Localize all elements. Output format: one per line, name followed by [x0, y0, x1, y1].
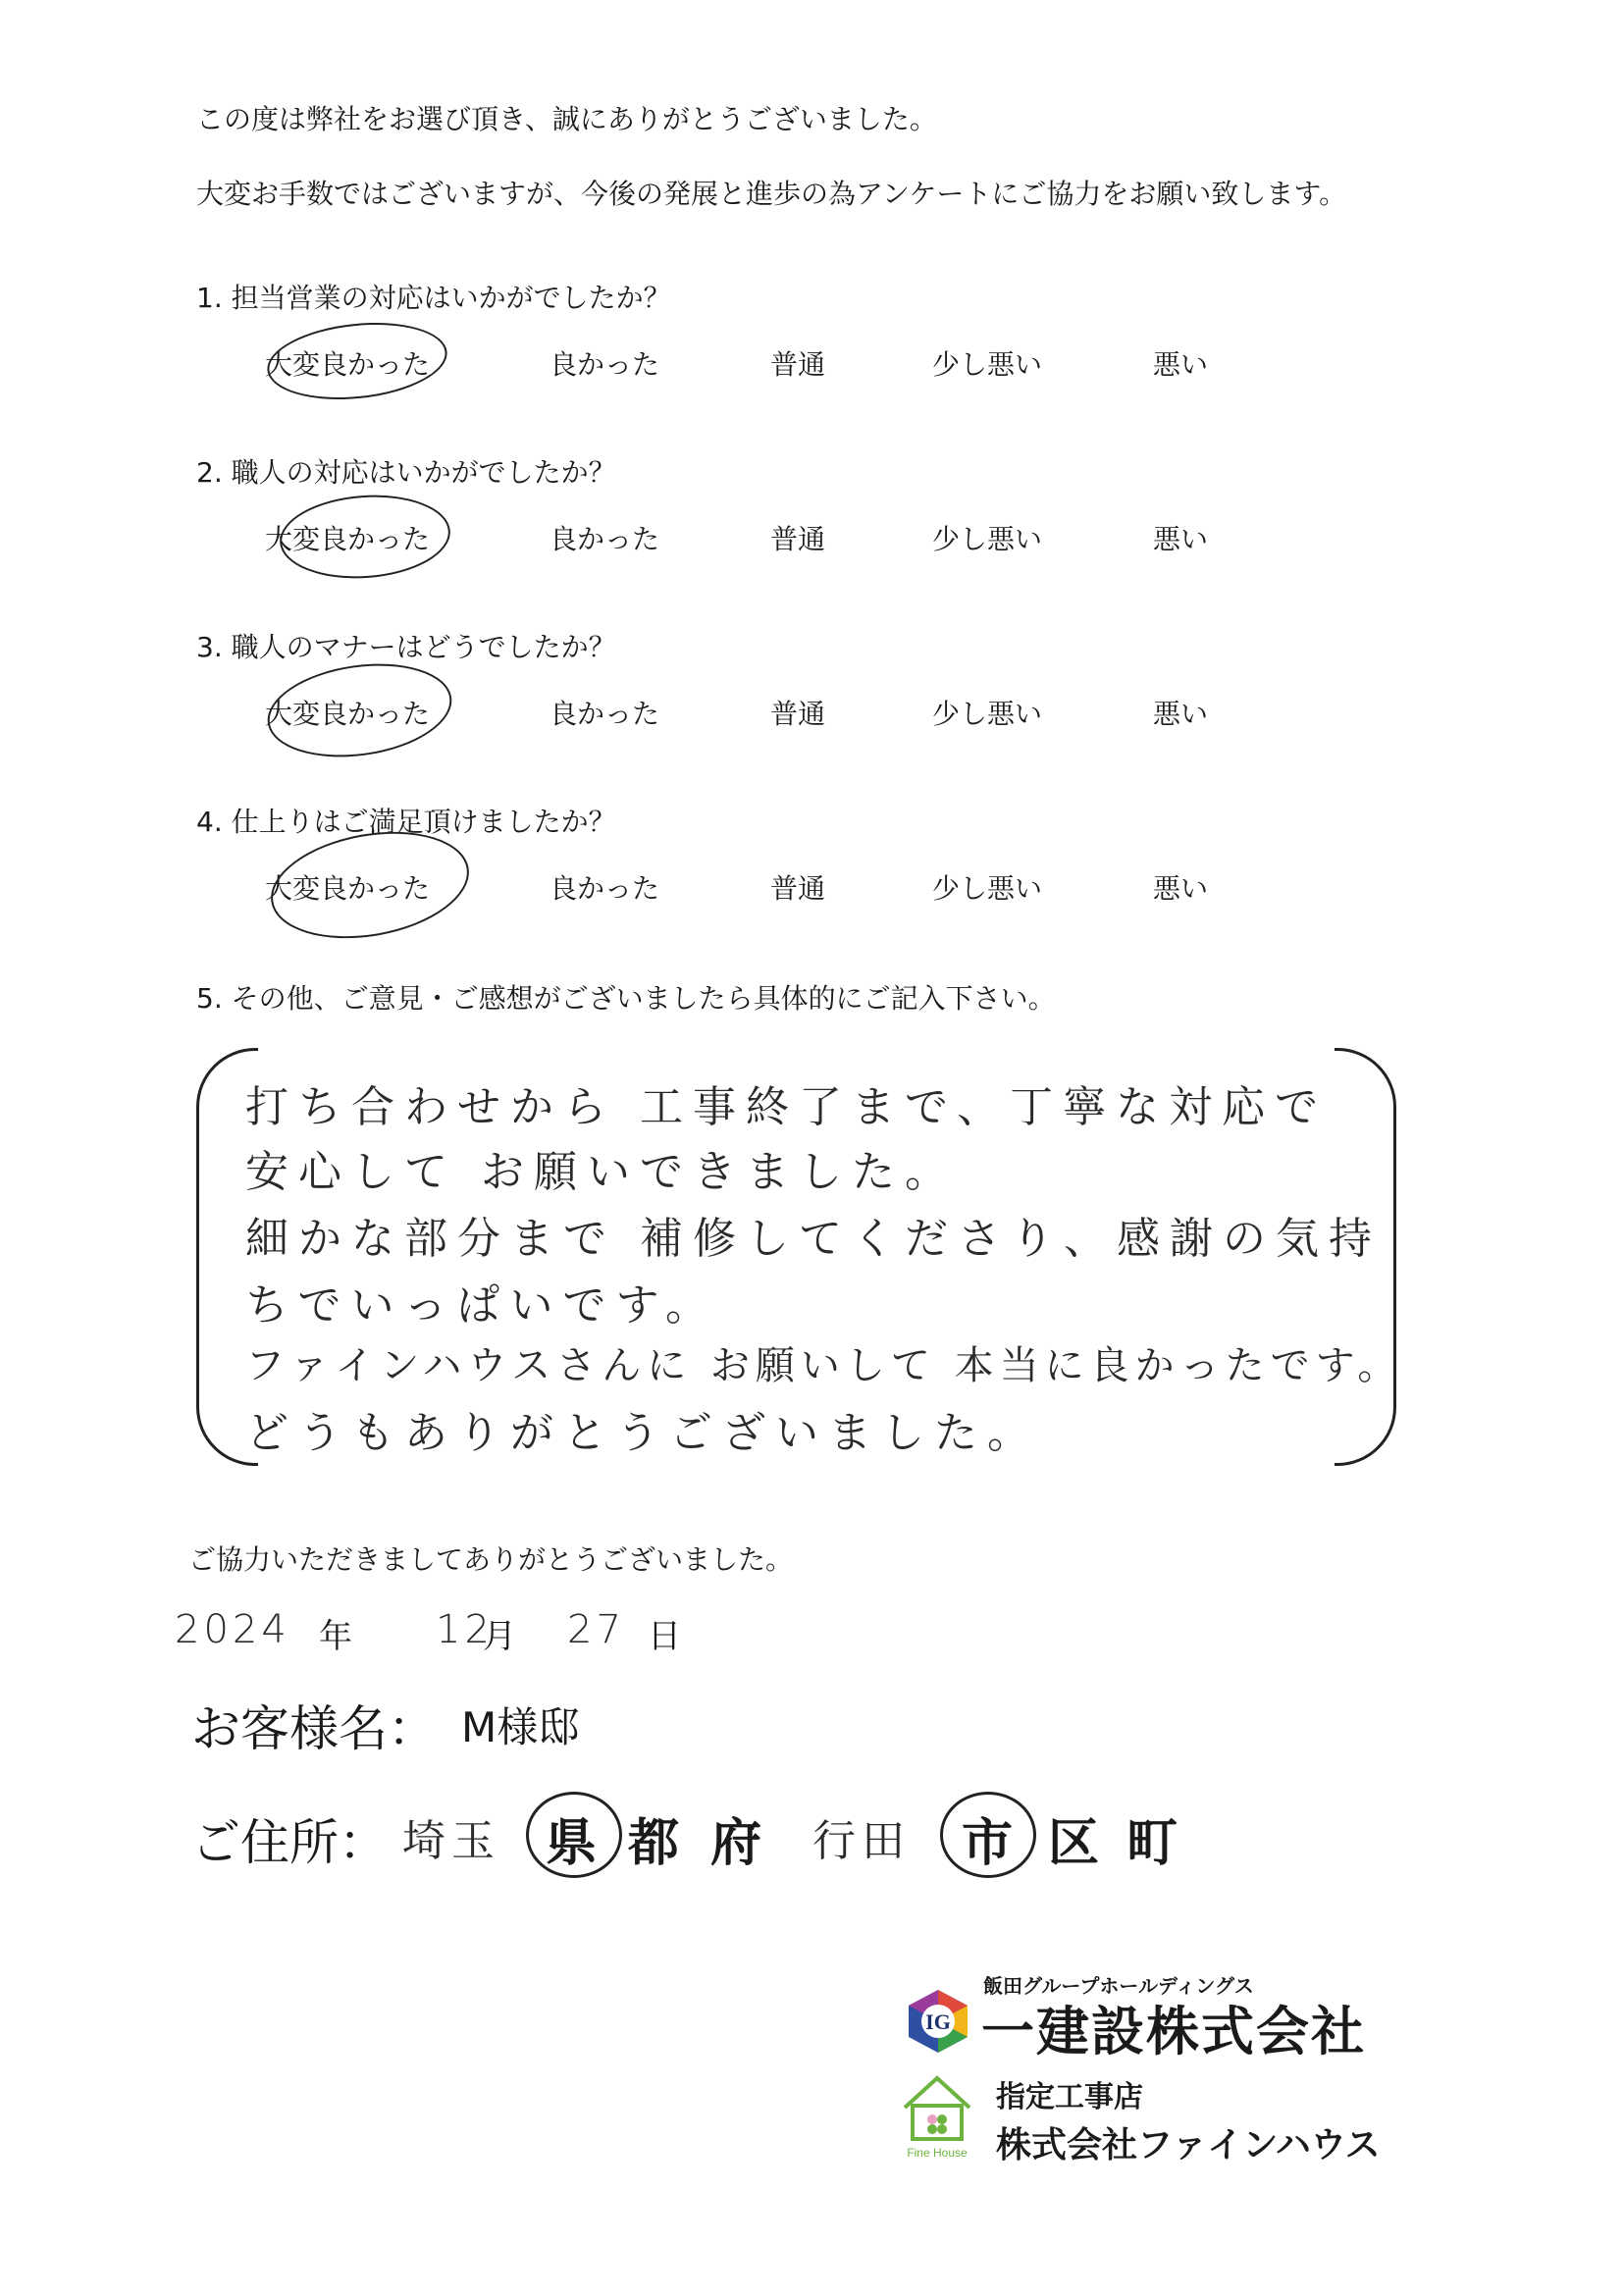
suffix-shi: 市	[962, 1814, 1014, 1873]
option-slightly-bad[interactable]: 少し悪い	[932, 698, 1043, 730]
date-day-value[interactable]: 27	[567, 1607, 625, 1652]
comment-line-6: どうもありがとうございました。	[245, 1408, 1040, 1458]
date-day-label: 日	[648, 1617, 681, 1656]
fine-house-logo-text: Fine House	[907, 2146, 968, 2160]
option-good[interactable]: 良かった	[550, 872, 660, 905]
prefecture-value[interactable]: 埼玉	[402, 1816, 500, 1866]
selection-circle-mark	[264, 315, 451, 408]
option-normal[interactable]: 普通	[770, 698, 826, 730]
intro-line-2: 大変お手数ではございますが、今後の発展と進歩の為アンケートにご協力をお願い致します。	[196, 178, 1347, 210]
contractor-label: 指定工事店	[996, 2080, 1143, 2114]
comment-line-2: 安心して お願いできました。	[245, 1147, 958, 1197]
option-very-good[interactable]: 大変良かった	[265, 872, 431, 905]
suffix-machi: 町	[1126, 1814, 1178, 1873]
question-label: 3. 職人のマナーはどうでしたか？	[196, 631, 616, 663]
option-normal[interactable]: 普通	[770, 523, 826, 555]
selection-circle-mark	[262, 652, 458, 767]
date-year-label: 年	[319, 1617, 352, 1656]
comment-line-4: ちでいっぱいです。	[245, 1280, 719, 1331]
question-label: 2. 職人の対応はいかがでしたか？	[196, 456, 616, 489]
option-bad[interactable]: 悪い	[1153, 872, 1209, 905]
comment-line-1: 打ち合わせから 工事終了まで、丁寧な対応で	[245, 1082, 1329, 1132]
customer-name-label: お客様名：	[191, 1700, 437, 1757]
date-year-value[interactable]: 2024	[175, 1607, 290, 1652]
ig-logo-icon	[905, 1988, 971, 2055]
option-good[interactable]: 良かった	[550, 698, 660, 730]
option-slightly-bad[interactable]: 少し悪い	[932, 523, 1043, 555]
group-name: 飯田グループホールディングス	[983, 1974, 1254, 1998]
address-label: ご住所：	[191, 1814, 388, 1871]
comment-line-5: ファインハウスさんに お願いして 本当に良かったです。	[245, 1343, 1403, 1388]
question-label: 1. 担当営業の対応はいかがでしたか？	[196, 282, 671, 314]
suffix-fu: 府	[710, 1814, 762, 1873]
option-bad[interactable]: 悪い	[1153, 523, 1209, 555]
option-good[interactable]: 良かった	[550, 348, 660, 381]
suffix-ku: 区	[1048, 1814, 1100, 1873]
option-bad[interactable]: 悪い	[1153, 698, 1209, 730]
comment-line-3: 細かな部分まで 補修してくださり、感謝の気持	[245, 1214, 1382, 1264]
option-very-good[interactable]: 大変良かった	[265, 523, 431, 555]
option-very-good[interactable]: 大変良かった	[265, 698, 431, 730]
date-month-label: 月	[483, 1617, 516, 1656]
intro-line-1: この度は弊社をお選び頂き、誠にありがとうございました。	[196, 103, 937, 135]
option-good[interactable]: 良かった	[550, 523, 660, 555]
suffix-to: 都	[628, 1814, 680, 1873]
option-normal[interactable]: 普通	[770, 348, 826, 381]
company-name: 一建設株式会社	[981, 2001, 1366, 2062]
option-slightly-bad[interactable]: 少し悪い	[932, 872, 1043, 905]
contractor-name: 株式会社ファインハウス	[996, 2125, 1381, 2166]
selection-circle-mark	[277, 490, 452, 584]
suffix-ken: 県	[546, 1814, 598, 1873]
city-value[interactable]: 行田	[812, 1816, 911, 1866]
question-label: 4. 仕上りはご満足頂けましたか？	[196, 806, 616, 838]
ken-circle-mark	[526, 1792, 622, 1878]
date-month-value[interactable]: 12	[436, 1607, 494, 1652]
option-slightly-bad[interactable]: 少し悪い	[932, 348, 1043, 381]
fine-house-logo-icon	[899, 2070, 975, 2161]
option-very-good[interactable]: 大変良かった	[265, 348, 431, 381]
option-normal[interactable]: 普通	[770, 872, 826, 905]
thanks-text: ご協力いただきましてありがとうございました。	[188, 1543, 794, 1576]
shi-circle-mark	[940, 1792, 1036, 1878]
ig-logo-text: IG	[925, 2009, 951, 2034]
option-bad[interactable]: 悪い	[1153, 348, 1209, 381]
customer-name-value[interactable]: M様邸	[461, 1703, 580, 1751]
question-5-label: 5. その他、ご意見・ご感想がございましたら具体的にご記入下さい。	[196, 982, 1056, 1015]
